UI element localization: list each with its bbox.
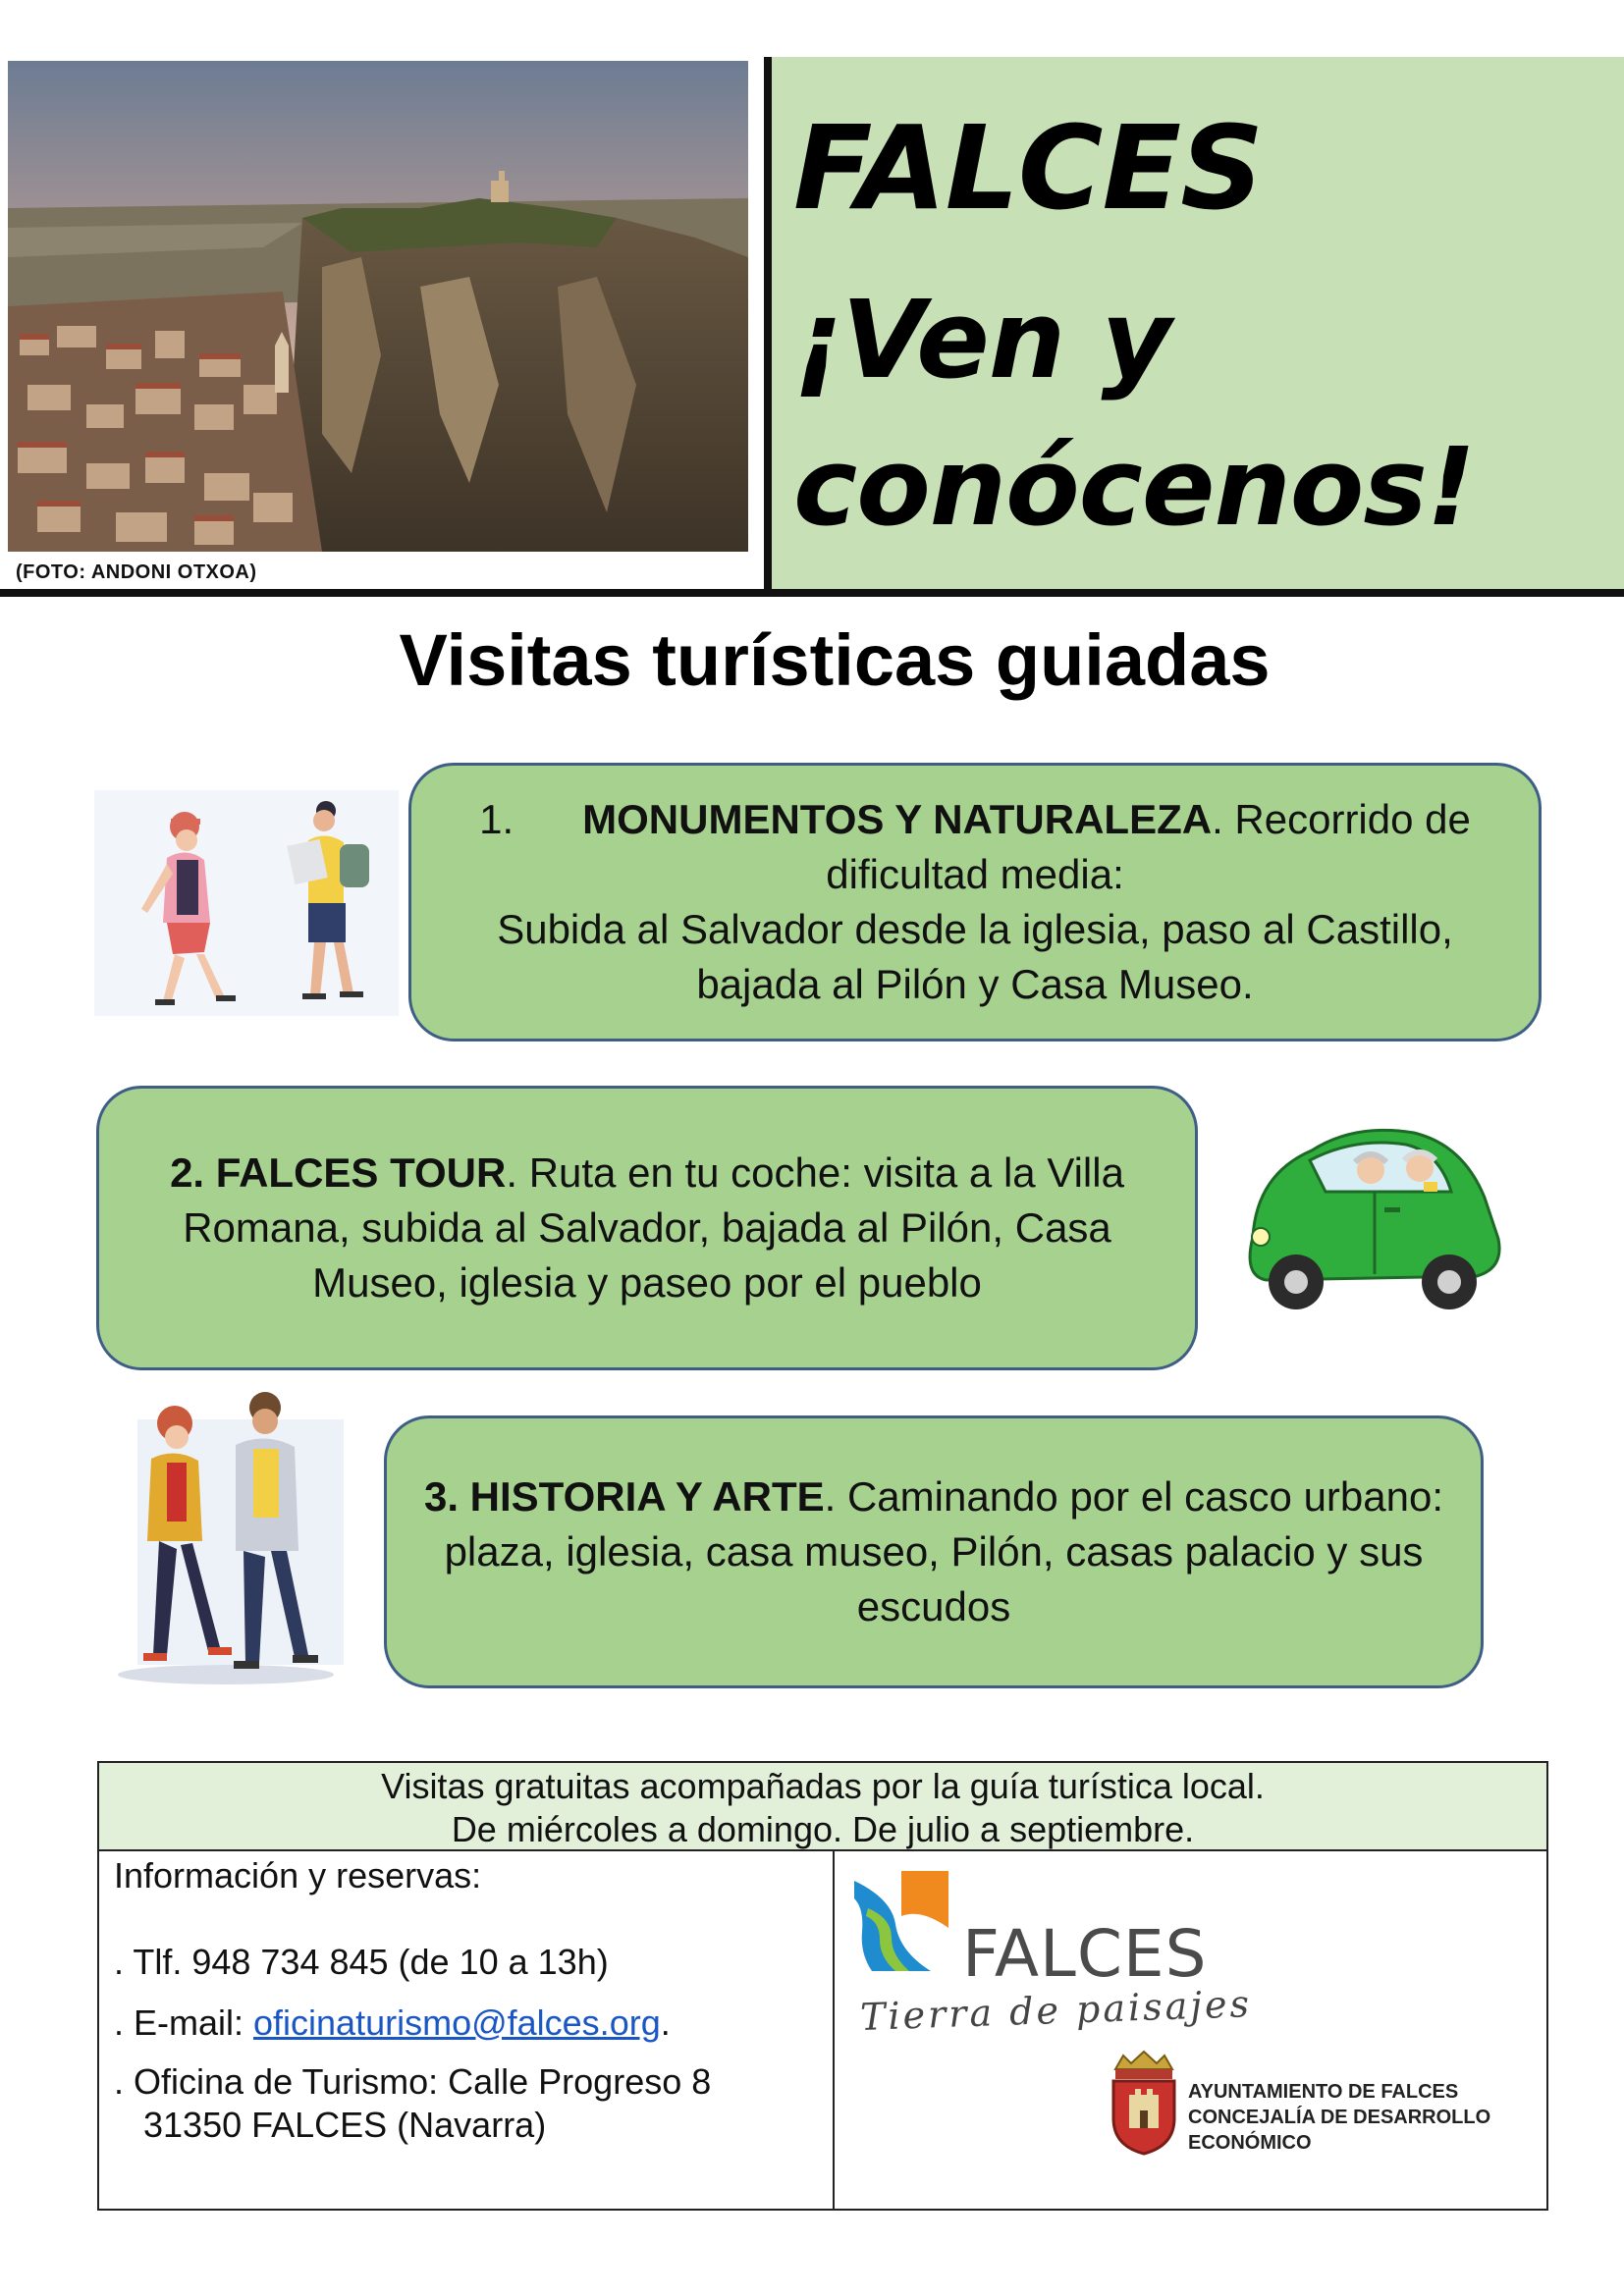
visit-2-name: FALCES TOUR xyxy=(215,1149,507,1196)
headline-falces: FALCES xyxy=(793,100,1264,236)
info-divider xyxy=(833,1851,835,2211)
brand-name: FALCES xyxy=(962,1916,1208,1992)
visit-3-name: HISTORIA Y ARTE xyxy=(469,1473,825,1520)
council-line2: CONCEJALÍA DE DESARROLLO xyxy=(1188,2107,1491,2128)
visit-card-1 xyxy=(408,763,1542,1041)
visit-3-number: 3. xyxy=(423,1473,459,1520)
visit-2-desc: . Ruta en tu coche: visita a la Villa Romana, subida al Salvador, bajada al Pilón, Casa Museo, iglesia y paseo por el pueblo xyxy=(183,1149,1124,1306)
council-text xyxy=(1188,2079,1490,2156)
visit-1-number: 1. xyxy=(479,796,514,842)
visit-1-desc-b: Subida al Salvador desde la iglesia, paso al Castillo, bajada al Pilón y Casa Museo. xyxy=(497,906,1453,1007)
headline-conocenos: conócenos! xyxy=(793,424,1475,550)
info-email-line xyxy=(114,2002,671,2044)
info-email-prefix: . E-mail: xyxy=(114,2002,254,2043)
visit-2-number: 2. xyxy=(170,1149,205,1196)
email-link[interactable]: oficinaturismo@falces.org xyxy=(253,2002,661,2043)
header-horizontal-rule xyxy=(0,589,1624,597)
info-heading: Información y reservas: xyxy=(114,1855,482,1896)
info-phone: . Tlf. 948 734 845 (de 10 a 13h) xyxy=(114,1942,609,1982)
couple-illustration xyxy=(98,1394,353,1688)
info-schedule: De miércoles a domingo. De julio a septiembre. xyxy=(451,1809,1195,1849)
visit-3-desc: . Caminando por el casco urbano: plaza, iglesia, casa museo, Pilón, casas palacio y sus escudos xyxy=(444,1473,1444,1629)
info-free-visits: Visitas gratuitas acompañadas por la guía turística local. xyxy=(381,1766,1265,1806)
info-email-suffix: . xyxy=(660,2002,671,2043)
falces-brand-mark-icon xyxy=(852,1869,950,1977)
car-illustration xyxy=(1227,1090,1512,1335)
headline-ven-y: ¡Ven y xyxy=(793,277,1171,402)
brand-tagline: Tierra de paisajes xyxy=(859,1982,1253,2039)
info-office-line2: 31350 FALCES (Navarra) xyxy=(143,2105,547,2145)
info-office-line1: . Oficina de Turismo: Calle Progreso 8 xyxy=(114,2061,712,2102)
photo-credit: (FOTO: ANDONI OTXOA) xyxy=(16,561,257,583)
visit-1-desc-a: . Recorrido de dificultad media: xyxy=(826,796,1471,897)
council-line1: AYUNTAMIENTO DE FALCES xyxy=(1188,2081,1459,2103)
visit-1-name: MONUMENTOS Y NATURALEZA xyxy=(582,796,1213,842)
town-photo xyxy=(8,61,748,552)
section-title: Visitas turísticas guiadas xyxy=(399,619,1271,701)
visit-card-3 xyxy=(384,1415,1484,1688)
travelers-illustration xyxy=(94,785,408,1021)
info-banner xyxy=(99,1763,1546,1851)
council-line3: ECONÓMICO xyxy=(1188,2132,1312,2154)
coat-of-arms-icon xyxy=(1106,2050,1182,2158)
visit-card-2 xyxy=(96,1086,1198,1370)
header-vertical-rule xyxy=(764,57,772,597)
